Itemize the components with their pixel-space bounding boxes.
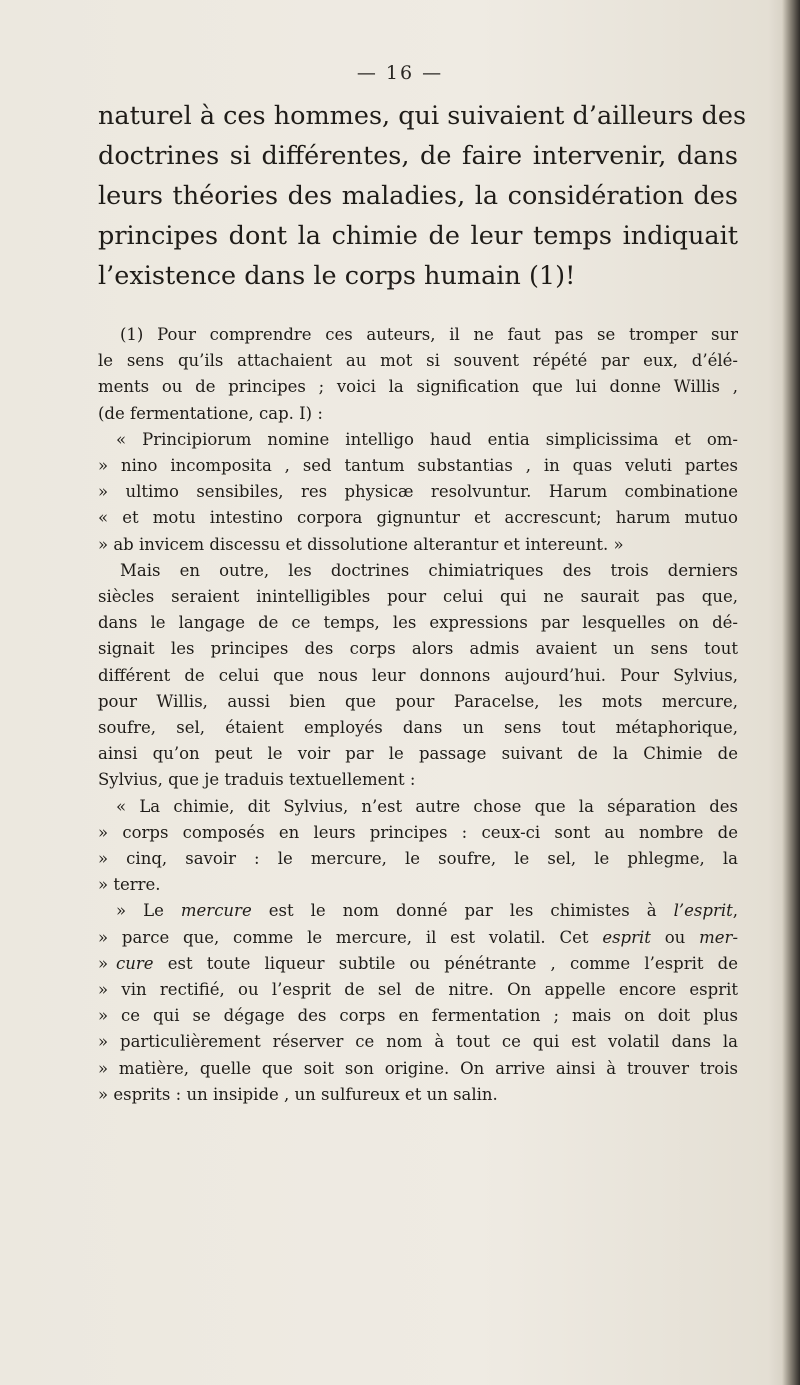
footnote-line: différent de celui que nous leur donnons aujourd’hui. Pour Sylvius, [98,665,738,685]
main-paragraph [98,96,747,296]
sylvius-quote-line: » parce que, comme le mercure, il est volatil. Cet esprit ou mer- [98,927,738,947]
sylvius-quote-line: » particulièrement réserver ce nom à tout ce qui est volatil dans la [98,1032,738,1052]
latin-quote-line: » ab invicem discessu et dissolutione alterantur et intereunt. » [98,534,624,554]
footnote-line: le sens qu’ils attachaient au mot si souvent répété par eux, d’élé- [98,351,738,371]
sylvius-quote-line: » corps composés en leurs principes : ceux-ci sont au nombre de [98,822,738,842]
main-line: naturel à ces hommes, qui suivaient d’ailleurs des [98,101,747,131]
footnote-line: ments ou de principes ; voici la signification que lui donne Willis , [98,377,738,397]
footnote-line: soufre, sel, étaient employés dans un sens tout métaphorique, [98,718,738,738]
term-esprit: l’esprit [673,901,733,921]
term-mercure: mer- [699,927,738,947]
footnote [98,322,738,1108]
footnote-line: (1) Pour comprendre ces auteurs, il ne faut pas se tromper sur [120,325,738,344]
main-line: l’existence dans le corps humain (1)! [98,261,576,291]
main-line: principes dont la chimie de leur temps indiquait [98,221,738,251]
term-cure: cure [116,953,154,973]
sylvius-quote-line: » cinq, savoir : le mercure, le soufre, le sel, le phlegme, la [98,849,738,869]
sylvius-quote-line: » matière, quelle que soit son origine. On arrive ainsi à trouver trois [98,1058,738,1078]
footnote-line: pour Willis, aussi bien que pour Paracelse, les mots mercure, [98,691,738,711]
footnote-line: signait les principes des corps alors admis avaient un sens tout [98,639,738,659]
sylvius-quote-line: » cure est toute liqueur subtile ou pénétrante , comme l’esprit de [98,953,738,973]
main-line: leurs théories des maladies, la considération des [98,181,738,211]
footnote-line: ainsi qu’on peut le voir par le passage suivant de la Chimie de [98,744,738,764]
term-esprit: esprit [602,927,651,947]
main-line: doctrines si différentes, de faire intervenir, dans [98,141,738,171]
latin-quote-line: « et motu intestino corpora gignuntur et accrescunt; harum mutuo [98,508,738,528]
page-number-header: — 16 — [356,62,444,84]
term-mercure: mercure [180,901,252,921]
footnote-line: dans le langage de ce temps, les expressions par lesquelles on dé- [98,613,738,633]
sylvius-quote-line: » ce qui se dégage des corps en fermentation ; mais on doit plus [98,1006,738,1026]
footnote-line: Sylvius, que je traduis textuellement : [98,770,416,790]
footnote-line: Mais en outre, les doctrines chimiatriques des trois derniers [120,560,738,580]
sylvius-quote-line: » esprits : un insipide , un sulfureux et un salin. [98,1084,498,1104]
page-edge-shadow [782,0,800,1385]
latin-quote-line: » ultimo sensibiles, res physicæ resolvuntur. Harum combinatione [98,482,738,502]
sylvius-quote-line: » vin rectifié, ou l’esprit de sel de nitre. On appelle encore esprit [98,980,738,1000]
sylvius-quote-line: » terre. [98,875,161,895]
footnote-line: (de fermentatione, cap. I) : [98,403,323,423]
footnote-line: siècles seraient inintelligibles pour celui qui ne saurait pas que, [98,587,738,607]
latin-quote-line: « Principiorum nomine intelligo haud entia simplicissima et om- [116,429,738,449]
latin-quote-line: » nino incomposita , sed tantum substantias , in quas veluti partes [98,456,738,476]
sylvius-quote-line: « La chimie, dit Sylvius, n’est autre chose que la séparation des [116,796,738,816]
sylvius-quote-line: » Le mercure est le nom donné par les chimistes à l’esprit, [116,901,738,921]
